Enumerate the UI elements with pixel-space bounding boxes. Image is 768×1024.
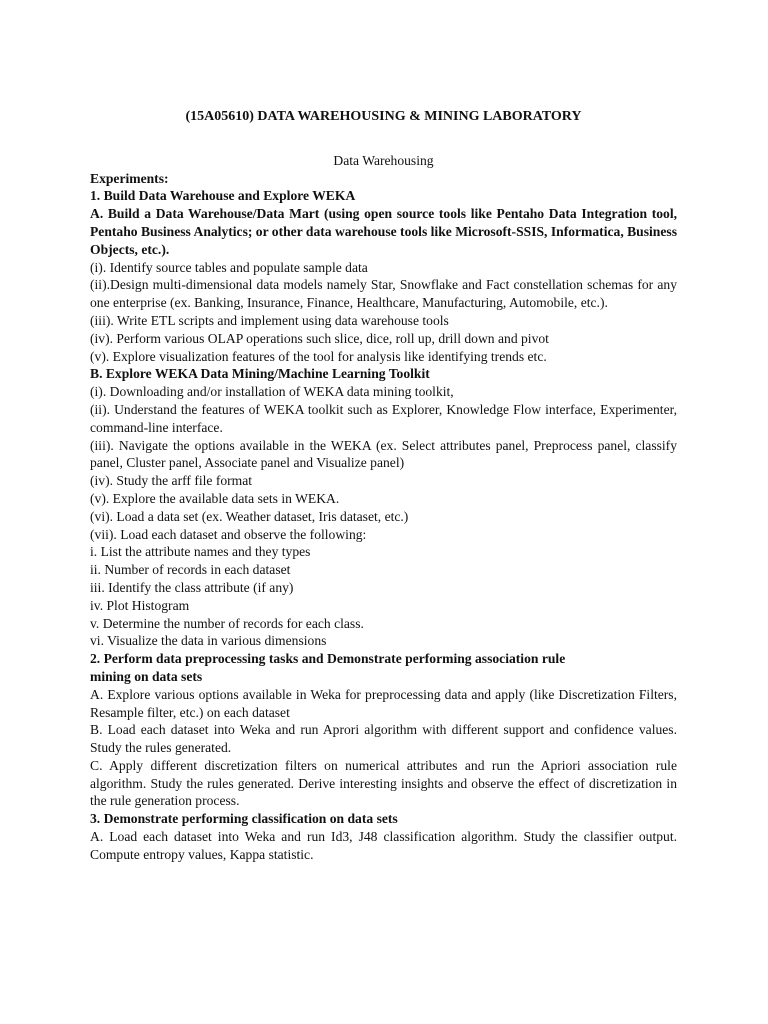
body-text-line: C. Apply different discretization filters on numerical attributes and run the Apriori association rule algorithm. Study the rules generated. Derive interesting insights and observe the effect of discretization in the rule generation process. [90,757,677,809]
body-text-line: (ii). Understand the features of WEKA toolkit such as Explorer, Knowledge Flow interface, Experimenter, command-line interface. [90,401,677,435]
document-page [90,108,677,864]
section-heading-line: A. Build a Data Warehouse/Data Mart (using open source tools like Pentaho Data Integration tool, Pentaho Business Analytics; or other data warehouse tools like Microsoft-SSIS, Informatica, Business Objects, etc.). [90,206,677,257]
section-heading-line: 1. Build Data Warehouse and Explore WEKA [90,188,356,204]
body-text-line: (ii).Design multi-dimensional data models namely Star, Snowflake and Fact constellation schemas for any one enterprise (ex. Banking, Insurance, Finance, Healthcare, Manufacturing, Automobile, etc.). [90,277,677,311]
document-title: (15A05610) DATA WAREHOUSING & MINING LABORATORY [185,109,582,124]
section-heading-line: mining on data sets [90,668,203,684]
body-text-line: (vi). Load a data set (ex. Weather dataset, Iris dataset, etc.) [90,508,409,524]
body-text-line: A. Explore various options available in Weka for preprocessing data and apply (like Discretization Filters, Resample filter, etc.) on each dataset [90,686,677,720]
body-text-line: (v). Explore visualization features of the tool for analysis like identifying trends etc. [90,348,547,364]
section-heading-line: Experiments: [90,170,169,186]
section-heading-line: B. Explore WEKA Data Mining/Machine Learning Toolkit [90,366,430,382]
section-heading: Data Warehousing [333,152,434,168]
body-text-line: (v). Explore the available data sets in WEKA. [90,490,340,506]
section-heading-line: 2. Perform data preprocessing tasks and Demonstrate performing association rule [90,651,566,667]
body-text-line: iii. Identify the class attribute (if any) [90,579,294,595]
body-text-line: vi. Visualize the data in various dimensions [90,633,327,649]
body-text-line: (vii). Load each dataset and observe the following: [90,526,367,542]
body-text-line: ii. Number of records in each dataset [90,562,291,578]
section-heading-line: 3. Demonstrate performing classification on data sets [90,811,398,827]
body-text-line: (iii). Write ETL scripts and implement using data warehouse tools [90,312,449,328]
body-text-line: v. Determine the number of records for each class. [90,615,364,631]
body-text-line: iv. Plot Histogram [90,597,190,613]
body-text-line: i. List the attribute names and they types [90,544,311,560]
body-text-line: (i). Downloading and/or installation of WEKA data mining toolkit, [90,384,454,400]
body-text-line: (iii). Navigate the options available in the WEKA (ex. Select attributes panel, Preprocess panel, classify panel, Cluster panel, Associate panel and Visualize panel) [90,437,677,471]
body-text-line: B. Load each dataset into Weka and run Aprori algorithm with different support and confidence values. Study the rules generated. [90,722,677,756]
body-text-line: A. Load each dataset into Weka and run Id3, J48 classification algorithm. Study the classifier output. Compute entropy values, Kappa statistic. [90,829,677,862]
body-text-line: (i). Identify source tables and populate sample data [90,259,368,275]
body-text-line: (iv). Study the arff file format [90,473,253,489]
document-body [90,170,677,864]
body-text-line: (iv). Perform various OLAP operations such slice, dice, roll up, drill down and pivot [90,330,549,346]
